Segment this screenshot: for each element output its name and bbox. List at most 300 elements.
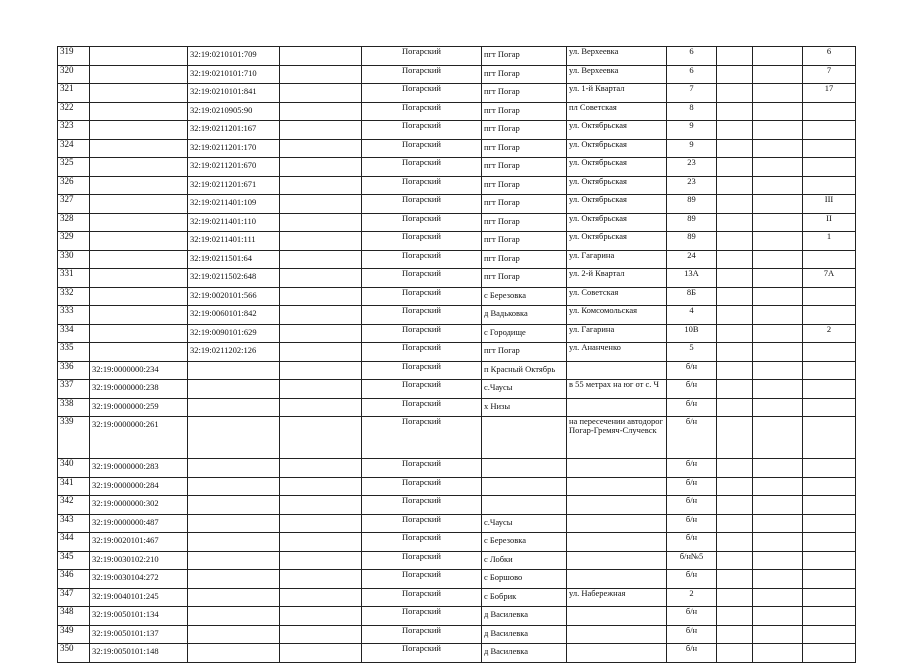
table-row bbox=[58, 195, 856, 214]
district-cell: Погарский bbox=[362, 65, 482, 84]
house-number-cell: 24 bbox=[667, 250, 717, 269]
building-number-cell bbox=[803, 644, 856, 663]
building-number-cell bbox=[803, 361, 856, 380]
cadastral-number-secondary-cell bbox=[188, 588, 280, 607]
street-cell: ул. Ананченко bbox=[567, 343, 667, 362]
empty-cell bbox=[717, 250, 753, 269]
empty-cell bbox=[753, 306, 803, 325]
locality-cell: с Березовка bbox=[482, 287, 567, 306]
table-row bbox=[58, 514, 856, 533]
district-cell: Погарский bbox=[362, 287, 482, 306]
district-cell: Погарский bbox=[362, 496, 482, 515]
empty-cell bbox=[717, 232, 753, 251]
empty-cell bbox=[280, 213, 362, 232]
empty-cell bbox=[280, 324, 362, 343]
house-number-cell: б/н bbox=[667, 477, 717, 496]
house-number-cell: 9 bbox=[667, 121, 717, 140]
street-cell bbox=[567, 514, 667, 533]
district-cell: Погарский bbox=[362, 361, 482, 380]
building-number-cell bbox=[803, 551, 856, 570]
empty-cell bbox=[717, 213, 753, 232]
cadastral-number-cell bbox=[90, 121, 188, 140]
row-number-cell: 343 bbox=[58, 514, 90, 533]
table-row bbox=[58, 324, 856, 343]
row-number-cell: 345 bbox=[58, 551, 90, 570]
street-cell: пл Советская bbox=[567, 102, 667, 121]
locality-cell: х Низы bbox=[482, 398, 567, 417]
empty-cell bbox=[717, 269, 753, 288]
house-number-cell: 8 bbox=[667, 102, 717, 121]
row-number-cell: 350 bbox=[58, 644, 90, 663]
empty-cell bbox=[753, 380, 803, 399]
empty-cell bbox=[753, 213, 803, 232]
cadastral-number-secondary-cell bbox=[188, 496, 280, 515]
table-row bbox=[58, 477, 856, 496]
building-number-cell bbox=[803, 343, 856, 362]
locality-cell: пгт Погар bbox=[482, 121, 567, 140]
street-cell: ул. Гагарина bbox=[567, 250, 667, 269]
building-number-cell bbox=[803, 514, 856, 533]
table-row bbox=[58, 287, 856, 306]
registry-table bbox=[57, 46, 856, 663]
table-row bbox=[58, 551, 856, 570]
street-cell bbox=[567, 459, 667, 478]
building-number-cell bbox=[803, 306, 856, 325]
district-cell: Погарский bbox=[362, 121, 482, 140]
district-cell: Погарский bbox=[362, 213, 482, 232]
street-cell bbox=[567, 496, 667, 515]
empty-cell bbox=[280, 625, 362, 644]
row-number-cell: 333 bbox=[58, 306, 90, 325]
table-row bbox=[58, 380, 856, 399]
district-cell: Погарский bbox=[362, 84, 482, 103]
row-number-cell: 331 bbox=[58, 269, 90, 288]
row-number-cell: 336 bbox=[58, 361, 90, 380]
cadastral-number-cell: 32:19:0000000:234 bbox=[90, 361, 188, 380]
locality-cell bbox=[482, 417, 567, 459]
street-cell: ул. Комсомольская bbox=[567, 306, 667, 325]
street-cell: ул. 2-й Квартал bbox=[567, 269, 667, 288]
empty-cell bbox=[753, 121, 803, 140]
table-row bbox=[58, 417, 856, 459]
row-number-cell: 326 bbox=[58, 176, 90, 195]
locality-cell: пгт Погар bbox=[482, 158, 567, 177]
row-number-cell: 349 bbox=[58, 625, 90, 644]
empty-cell bbox=[280, 195, 362, 214]
empty-cell bbox=[717, 47, 753, 66]
row-number-cell: 346 bbox=[58, 570, 90, 589]
empty-cell bbox=[717, 343, 753, 362]
table-row bbox=[58, 306, 856, 325]
cadastral-number-cell bbox=[90, 47, 188, 66]
district-cell: Погарский bbox=[362, 380, 482, 399]
empty-cell bbox=[717, 570, 753, 589]
house-number-cell: б/н bbox=[667, 496, 717, 515]
cadastral-number-secondary-cell bbox=[188, 398, 280, 417]
street-cell: ул. Октябрьская bbox=[567, 176, 667, 195]
row-number-cell: 340 bbox=[58, 459, 90, 478]
row-number-cell: 348 bbox=[58, 607, 90, 626]
district-cell: Погарский bbox=[362, 343, 482, 362]
street-cell: ул. Советская bbox=[567, 287, 667, 306]
cadastral-number-cell bbox=[90, 250, 188, 269]
empty-cell bbox=[280, 417, 362, 459]
street-cell bbox=[567, 361, 667, 380]
row-number-cell: 342 bbox=[58, 496, 90, 515]
building-number-cell: 1 bbox=[803, 232, 856, 251]
empty-cell bbox=[717, 121, 753, 140]
empty-cell bbox=[753, 47, 803, 66]
district-cell: Погарский bbox=[362, 533, 482, 552]
empty-cell bbox=[280, 361, 362, 380]
empty-cell bbox=[717, 588, 753, 607]
cadastral-number-cell bbox=[90, 232, 188, 251]
empty-cell bbox=[753, 232, 803, 251]
row-number-cell: 320 bbox=[58, 65, 90, 84]
house-number-cell: 23 bbox=[667, 158, 717, 177]
house-number-cell: 6 bbox=[667, 65, 717, 84]
empty-cell bbox=[753, 570, 803, 589]
empty-cell bbox=[717, 139, 753, 158]
table-row bbox=[58, 65, 856, 84]
row-number-cell: 338 bbox=[58, 398, 90, 417]
cadastral-number-cell: 32:19:0030104:272 bbox=[90, 570, 188, 589]
building-number-cell: 7 bbox=[803, 65, 856, 84]
cadastral-number-secondary-cell: 32:19:0211201:671 bbox=[188, 176, 280, 195]
cadastral-number-secondary-cell: 32:19:0211401:111 bbox=[188, 232, 280, 251]
locality-cell: пгт Погар bbox=[482, 269, 567, 288]
locality-cell: с.Чаусы bbox=[482, 380, 567, 399]
table-row bbox=[58, 176, 856, 195]
empty-cell bbox=[280, 533, 362, 552]
empty-cell bbox=[717, 158, 753, 177]
table-row bbox=[58, 459, 856, 478]
cadastral-number-cell: 32:19:0000000:302 bbox=[90, 496, 188, 515]
empty-cell bbox=[717, 195, 753, 214]
empty-cell bbox=[753, 533, 803, 552]
district-cell: Погарский bbox=[362, 477, 482, 496]
empty-cell bbox=[753, 269, 803, 288]
cadastral-number-secondary-cell bbox=[188, 533, 280, 552]
cadastral-number-secondary-cell: 32:19:0211201:167 bbox=[188, 121, 280, 140]
empty-cell bbox=[753, 607, 803, 626]
house-number-cell: б/н bbox=[667, 398, 717, 417]
house-number-cell: 6 bbox=[667, 47, 717, 66]
house-number-cell: б/н bbox=[667, 625, 717, 644]
empty-cell bbox=[717, 514, 753, 533]
empty-cell bbox=[717, 361, 753, 380]
table-body bbox=[58, 47, 856, 663]
building-number-cell bbox=[803, 477, 856, 496]
house-number-cell: б/н bbox=[667, 380, 717, 399]
locality-cell: п Красный Октябрь bbox=[482, 361, 567, 380]
cadastral-number-secondary-cell bbox=[188, 551, 280, 570]
empty-cell bbox=[717, 496, 753, 515]
cadastral-number-secondary-cell: 32:19:0210101:841 bbox=[188, 84, 280, 103]
locality-cell: д Вадьковка bbox=[482, 306, 567, 325]
district-cell: Погарский bbox=[362, 625, 482, 644]
house-number-cell: б/н bbox=[667, 459, 717, 478]
locality-cell: пгт Погар bbox=[482, 213, 567, 232]
locality-cell: пгт Погар bbox=[482, 343, 567, 362]
empty-cell bbox=[717, 533, 753, 552]
empty-cell bbox=[717, 324, 753, 343]
building-number-cell bbox=[803, 570, 856, 589]
building-number-cell bbox=[803, 102, 856, 121]
street-cell: на пересечении автодорог Погар-Гремяч-Случевск bbox=[567, 417, 667, 459]
cadastral-number-cell: 32:19:0000000:283 bbox=[90, 459, 188, 478]
locality-cell bbox=[482, 496, 567, 515]
cadastral-number-cell bbox=[90, 306, 188, 325]
locality-cell: пгт Погар bbox=[482, 139, 567, 158]
table-row bbox=[58, 496, 856, 515]
table-row bbox=[58, 102, 856, 121]
empty-cell bbox=[280, 570, 362, 589]
locality-cell: с Лобки bbox=[482, 551, 567, 570]
empty-cell bbox=[753, 496, 803, 515]
locality-cell: с Боршово bbox=[482, 570, 567, 589]
district-cell: Погарский bbox=[362, 158, 482, 177]
empty-cell bbox=[717, 287, 753, 306]
cadastral-number-cell bbox=[90, 139, 188, 158]
empty-cell bbox=[280, 121, 362, 140]
empty-cell bbox=[753, 195, 803, 214]
empty-cell bbox=[280, 343, 362, 362]
district-cell: Погарский bbox=[362, 588, 482, 607]
house-number-cell: 89 bbox=[667, 213, 717, 232]
cadastral-number-cell bbox=[90, 158, 188, 177]
street-cell bbox=[567, 644, 667, 663]
street-cell: ул. Октябрьская bbox=[567, 121, 667, 140]
cadastral-number-secondary-cell: 32:19:0211401:109 bbox=[188, 195, 280, 214]
locality-cell: с Городище bbox=[482, 324, 567, 343]
empty-cell bbox=[753, 250, 803, 269]
house-number-cell: 10В bbox=[667, 324, 717, 343]
table-row bbox=[58, 84, 856, 103]
empty-cell bbox=[280, 551, 362, 570]
district-cell: Погарский bbox=[362, 644, 482, 663]
empty-cell bbox=[280, 250, 362, 269]
house-number-cell: б/н bbox=[667, 361, 717, 380]
empty-cell bbox=[753, 287, 803, 306]
empty-cell bbox=[280, 139, 362, 158]
district-cell: Погарский bbox=[362, 570, 482, 589]
empty-cell bbox=[280, 306, 362, 325]
empty-cell bbox=[717, 625, 753, 644]
cadastral-number-secondary-cell: 32:19:0211401:110 bbox=[188, 213, 280, 232]
district-cell: Погарский bbox=[362, 176, 482, 195]
empty-cell bbox=[753, 514, 803, 533]
cadastral-number-secondary-cell bbox=[188, 459, 280, 478]
street-cell: ул. Набережная bbox=[567, 588, 667, 607]
building-number-cell bbox=[803, 380, 856, 399]
row-number-cell: 341 bbox=[58, 477, 90, 496]
building-number-cell bbox=[803, 176, 856, 195]
district-cell: Погарский bbox=[362, 607, 482, 626]
empty-cell bbox=[717, 380, 753, 399]
street-cell: ул. Октябрьская bbox=[567, 213, 667, 232]
table-row bbox=[58, 343, 856, 362]
house-number-cell: б/н№5 bbox=[667, 551, 717, 570]
cadastral-number-secondary-cell bbox=[188, 380, 280, 399]
row-number-cell: 330 bbox=[58, 250, 90, 269]
building-number-cell bbox=[803, 588, 856, 607]
empty-cell bbox=[753, 625, 803, 644]
empty-cell bbox=[280, 514, 362, 533]
locality-cell: с Бобрик bbox=[482, 588, 567, 607]
building-number-cell bbox=[803, 607, 856, 626]
cadastral-number-secondary-cell: 32:19:0211201:170 bbox=[188, 139, 280, 158]
empty-cell bbox=[280, 496, 362, 515]
district-cell: Погарский bbox=[362, 269, 482, 288]
locality-cell: д Василевка bbox=[482, 625, 567, 644]
house-number-cell: б/н bbox=[667, 644, 717, 663]
empty-cell bbox=[717, 417, 753, 459]
table-row bbox=[58, 588, 856, 607]
cadastral-number-secondary-cell bbox=[188, 514, 280, 533]
house-number-cell: 2 bbox=[667, 588, 717, 607]
row-number-cell: 324 bbox=[58, 139, 90, 158]
district-cell: Погарский bbox=[362, 417, 482, 459]
locality-cell: пгт Погар bbox=[482, 65, 567, 84]
locality-cell: пгт Погар bbox=[482, 232, 567, 251]
locality-cell: пгт Погар bbox=[482, 195, 567, 214]
empty-cell bbox=[717, 459, 753, 478]
empty-cell bbox=[280, 380, 362, 399]
district-cell: Погарский bbox=[362, 47, 482, 66]
cadastral-number-secondary-cell: 32:19:0090101:629 bbox=[188, 324, 280, 343]
empty-cell bbox=[753, 417, 803, 459]
empty-cell bbox=[280, 158, 362, 177]
empty-cell bbox=[753, 551, 803, 570]
document-page bbox=[57, 46, 856, 663]
building-number-cell bbox=[803, 496, 856, 515]
locality-cell: д Василевка bbox=[482, 644, 567, 663]
cadastral-number-cell: 32:19:0050101:148 bbox=[90, 644, 188, 663]
house-number-cell: 4 bbox=[667, 306, 717, 325]
street-cell bbox=[567, 533, 667, 552]
district-cell: Погарский bbox=[362, 139, 482, 158]
building-number-cell bbox=[803, 533, 856, 552]
locality-cell bbox=[482, 477, 567, 496]
row-number-cell: 329 bbox=[58, 232, 90, 251]
empty-cell bbox=[753, 324, 803, 343]
empty-cell bbox=[280, 269, 362, 288]
house-number-cell: 8Б bbox=[667, 287, 717, 306]
empty-cell bbox=[753, 102, 803, 121]
empty-cell bbox=[717, 65, 753, 84]
row-number-cell: 334 bbox=[58, 324, 90, 343]
table-row bbox=[58, 121, 856, 140]
empty-cell bbox=[717, 84, 753, 103]
empty-cell bbox=[753, 459, 803, 478]
house-number-cell: б/н bbox=[667, 570, 717, 589]
street-cell: ул. Гагарина bbox=[567, 324, 667, 343]
district-cell: Погарский bbox=[362, 324, 482, 343]
street-cell bbox=[567, 551, 667, 570]
empty-cell bbox=[280, 588, 362, 607]
house-number-cell: 23 bbox=[667, 176, 717, 195]
house-number-cell: 9 bbox=[667, 139, 717, 158]
street-cell bbox=[567, 570, 667, 589]
table-row bbox=[58, 158, 856, 177]
cadastral-number-secondary-cell bbox=[188, 417, 280, 459]
house-number-cell: 5 bbox=[667, 343, 717, 362]
district-cell: Погарский bbox=[362, 514, 482, 533]
empty-cell bbox=[280, 176, 362, 195]
cadastral-number-cell bbox=[90, 287, 188, 306]
empty-cell bbox=[280, 84, 362, 103]
empty-cell bbox=[280, 102, 362, 121]
building-number-cell bbox=[803, 158, 856, 177]
cadastral-number-cell bbox=[90, 195, 188, 214]
locality-cell: с Березовка bbox=[482, 533, 567, 552]
cadastral-number-secondary-cell: 32:19:0020101:566 bbox=[188, 287, 280, 306]
empty-cell bbox=[280, 459, 362, 478]
locality-cell: пгт Погар bbox=[482, 102, 567, 121]
empty-cell bbox=[753, 398, 803, 417]
cadastral-number-secondary-cell: 32:19:0060101:842 bbox=[188, 306, 280, 325]
building-number-cell bbox=[803, 417, 856, 459]
building-number-cell bbox=[803, 398, 856, 417]
cadastral-number-secondary-cell bbox=[188, 570, 280, 589]
cadastral-number-secondary-cell bbox=[188, 477, 280, 496]
cadastral-number-cell: 32:19:0000000:238 bbox=[90, 380, 188, 399]
cadastral-number-cell bbox=[90, 343, 188, 362]
empty-cell bbox=[753, 477, 803, 496]
empty-cell bbox=[753, 644, 803, 663]
street-cell: в 55 метрах на юг от с. Ч bbox=[567, 380, 667, 399]
empty-cell bbox=[280, 477, 362, 496]
table-row bbox=[58, 625, 856, 644]
street-cell: ул. 1-й Квартал bbox=[567, 84, 667, 103]
empty-cell bbox=[753, 139, 803, 158]
row-number-cell: 344 bbox=[58, 533, 90, 552]
cadastral-number-cell: 32:19:0000000:487 bbox=[90, 514, 188, 533]
row-number-cell: 323 bbox=[58, 121, 90, 140]
cadastral-number-secondary-cell: 32:19:0210905:90 bbox=[188, 102, 280, 121]
row-number-cell: 327 bbox=[58, 195, 90, 214]
cadastral-number-secondary-cell bbox=[188, 625, 280, 644]
empty-cell bbox=[717, 398, 753, 417]
table-row bbox=[58, 139, 856, 158]
cadastral-number-cell: 32:19:0000000:284 bbox=[90, 477, 188, 496]
house-number-cell: 13А bbox=[667, 269, 717, 288]
house-number-cell: б/н bbox=[667, 607, 717, 626]
table-row bbox=[58, 570, 856, 589]
locality-cell: пгт Погар bbox=[482, 176, 567, 195]
row-number-cell: 321 bbox=[58, 84, 90, 103]
table-row bbox=[58, 361, 856, 380]
street-cell: ул. Октябрьская bbox=[567, 195, 667, 214]
cadastral-number-secondary-cell: 32:19:0211501:64 bbox=[188, 250, 280, 269]
cadastral-number-cell: 32:19:0000000:261 bbox=[90, 417, 188, 459]
building-number-cell: II bbox=[803, 213, 856, 232]
house-number-cell: 89 bbox=[667, 232, 717, 251]
building-number-cell: 17 bbox=[803, 84, 856, 103]
building-number-cell: 6 bbox=[803, 47, 856, 66]
table-row bbox=[58, 644, 856, 663]
table-row bbox=[58, 398, 856, 417]
empty-cell bbox=[280, 398, 362, 417]
row-number-cell: 335 bbox=[58, 343, 90, 362]
cadastral-number-cell bbox=[90, 176, 188, 195]
empty-cell bbox=[753, 588, 803, 607]
cadastral-number-cell bbox=[90, 84, 188, 103]
locality-cell bbox=[482, 459, 567, 478]
locality-cell: с.Чаусы bbox=[482, 514, 567, 533]
cadastral-number-cell: 32:19:0050101:134 bbox=[90, 607, 188, 626]
